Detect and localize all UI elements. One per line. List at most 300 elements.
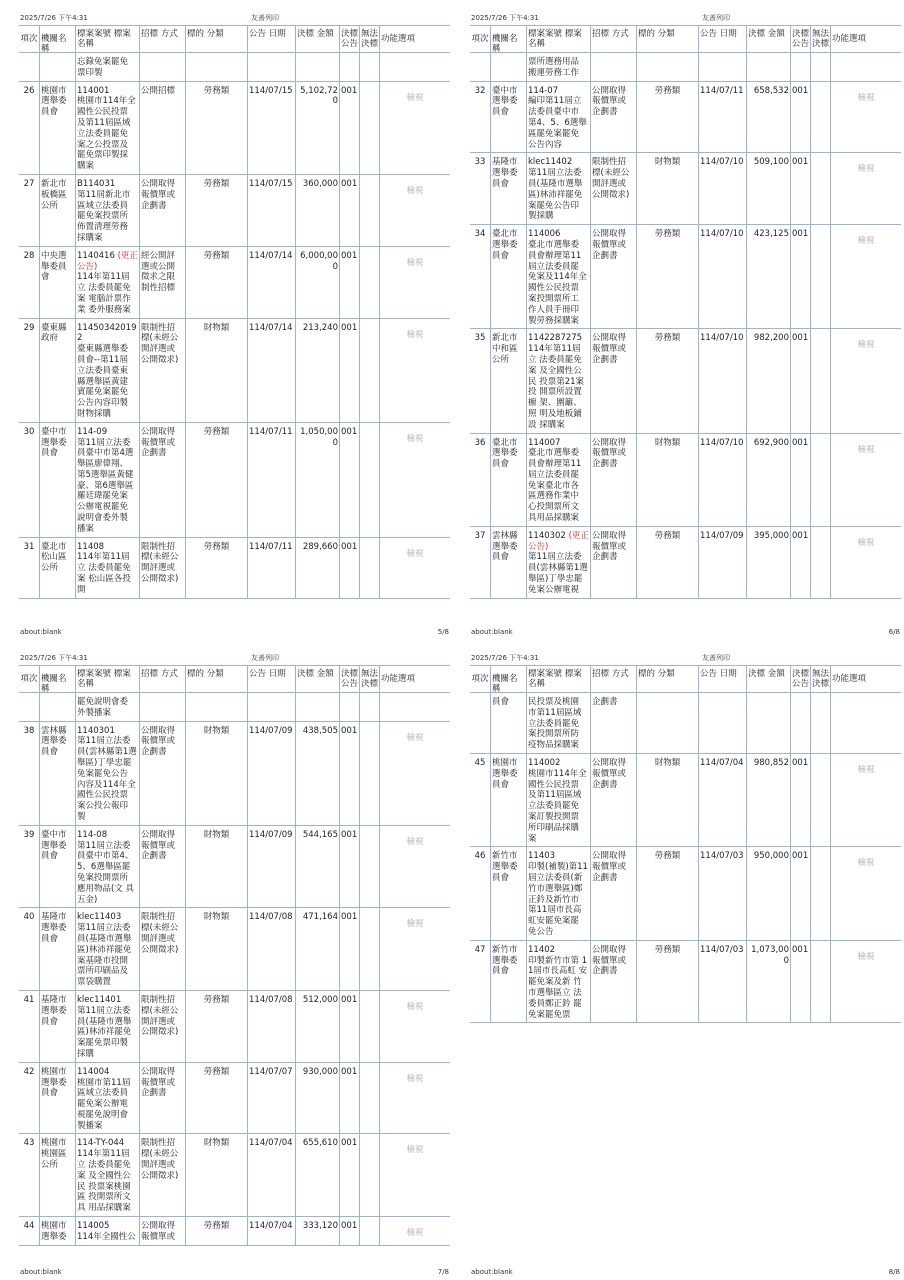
column-header-fail: 無法 決標 (359, 26, 379, 52)
row-number: 41 (23, 994, 35, 1005)
row-number: 30 (23, 426, 35, 437)
cell-date (698, 693, 746, 753)
no-award (810, 434, 830, 526)
column-header-case: 標案案號 標案名稱 (75, 26, 139, 52)
view-link[interactable]: 檢視 (406, 548, 424, 559)
cell-method: 企劃書 (590, 693, 636, 753)
case-cell (75, 991, 139, 1062)
cell-date (247, 693, 295, 721)
function-cell (379, 82, 450, 174)
award-announcement: 001 (339, 175, 359, 246)
cell-org: 員會 (490, 693, 526, 753)
agency-name: 新竹市 選舉委 員會 (490, 941, 526, 1023)
agency-name: 臺北市 選舉委 員會 (490, 434, 526, 526)
page-header (469, 653, 902, 665)
agency-name: 桃園市 選舉委 員會 (39, 82, 75, 174)
agency-name: 新北市 板橋區 公所 (39, 175, 75, 246)
function-cell (830, 82, 901, 153)
table-row (470, 82, 901, 154)
award-amount: 6,000,000 (295, 247, 339, 318)
award-amount: 471,164 (295, 908, 339, 990)
function-cell (830, 329, 901, 432)
page-footer (18, 628, 451, 638)
award-amount: 930,000 (295, 1063, 339, 1134)
case-cell (75, 82, 139, 174)
tender-method: 公開取得 報價單或 企劃書 (590, 225, 636, 328)
view-link[interactable]: 檢視 (857, 764, 875, 775)
case-name: 桃園市114年全 國性公民投票 及第11屆區域 立法委員罷免 案之公投票及 罷免票印製採 購案 (77, 96, 136, 172)
page-url: about:blank (20, 1268, 62, 1276)
cell-date (698, 53, 746, 81)
case-name: 114年全國性公 (77, 1231, 136, 1242)
award-amount: 544,165 (295, 826, 339, 908)
function-cell (379, 1063, 450, 1134)
cell-announce (339, 693, 359, 721)
function-cell (379, 319, 450, 422)
view-link[interactable]: 檢視 (406, 92, 424, 103)
subject-category: 財物類 (185, 826, 247, 908)
tender-method: 公開取得 報價單或 企劃書 (590, 82, 636, 153)
no-award (810, 153, 830, 224)
function-cell (379, 423, 450, 537)
table-row (19, 1063, 450, 1135)
subject-category: 勞務類 (185, 423, 247, 537)
tender-method: 公開取得 報價單或 企劃書 (590, 329, 636, 432)
case-id: klec11402 (528, 157, 573, 168)
subject-category: 財物類 (185, 722, 247, 825)
tender-method: 公開取得 報價單或 企劃書 (139, 175, 185, 246)
case-name: 桃園市第11屆 區域立法委員 罷免案公辦電 視罷免說明會 製播案 (77, 1077, 131, 1131)
column-header-type: 標的 分類 (185, 666, 247, 692)
subject-category: 財物類 (185, 1134, 247, 1216)
award-announcement: 001 (339, 991, 359, 1062)
cell-case: 票所選務用品 搬運勞務工作 (526, 53, 590, 81)
case-id: 114-TY-044 (77, 1138, 125, 1149)
case-id: 114-09 (77, 426, 108, 437)
column-header-announce: 決標 公告 (339, 26, 359, 52)
award-announcement: 001 (339, 1134, 359, 1216)
print-timestamp: 2025/7/26 下午4:31 (471, 654, 539, 662)
column-header-org: 機關名稱 (490, 666, 526, 692)
no-award (359, 538, 379, 598)
announcement-date: 114/07/09 (698, 527, 746, 598)
table-row (19, 1134, 450, 1217)
view-link[interactable]: 檢視 (406, 257, 424, 268)
award-announcement: 001 (339, 423, 359, 537)
cell-func (830, 53, 901, 81)
tender-method: 公開取得 報價單或 (139, 1217, 185, 1245)
case-id: 1140302 (528, 530, 566, 541)
agency-name: 中央選 舉委員 會 (39, 247, 75, 318)
column-header-fail: 無法 決標 (810, 666, 830, 692)
view-link[interactable]: 檢視 (857, 164, 875, 175)
case-id: 114005 (77, 1221, 110, 1232)
case-cell (526, 434, 590, 526)
agency-name: 新竹市 選舉委 員會 (490, 847, 526, 939)
page-footer (469, 1268, 902, 1278)
case-name: 114年第11屆立 法委員罷免案 及全國性公民 投票案桃園區 投開票所文具 用品採購案 (77, 1149, 131, 1214)
column-header-function: 功能選項 (379, 26, 450, 52)
subject-category: 勞務類 (185, 991, 247, 1062)
column-header-no: 項次 (471, 674, 489, 684)
no-award (359, 175, 379, 246)
cell-amount (746, 53, 790, 81)
row-number: 47 (474, 944, 486, 955)
announcement-date: 114/07/11 (247, 423, 295, 537)
announcement-date: 114/07/15 (247, 175, 295, 246)
column-header-method: 招標 方式 (139, 666, 185, 692)
row-number: 34 (474, 229, 486, 240)
function-cell (379, 1134, 450, 1216)
table-row (470, 527, 901, 599)
agency-name: 臺北市 選舉委 員會 (490, 225, 526, 328)
tender-method: 公開取得 報價單或 企劃書 (139, 423, 185, 537)
agency-name: 基隆市 選舉委 員會 (39, 908, 75, 990)
announcement-date: 114/07/15 (247, 82, 295, 174)
row-number: 38 (23, 725, 35, 736)
column-header-date: 公告 日期 (247, 666, 295, 692)
table-row (19, 991, 450, 1063)
column-header-org: 機關名稱 (490, 26, 526, 52)
cell-date (247, 53, 295, 81)
case-cell (75, 908, 139, 990)
results-table (19, 665, 450, 1262)
column-header-date: 公告 日期 (698, 26, 746, 52)
agency-name: 桃園市 選舉委 員會 (490, 754, 526, 846)
case-cell (526, 754, 590, 846)
view-link[interactable]: 檢視 (857, 92, 875, 103)
award-amount: 423,125 (746, 225, 790, 328)
page-footer (469, 628, 902, 638)
no-award (810, 941, 830, 1023)
no-award (359, 1063, 379, 1134)
table-row (19, 722, 450, 826)
award-amount: 213,240 (295, 319, 339, 422)
agency-name: 基隆市 選舉委 員會 (490, 153, 526, 224)
agency-name: 基隆市 選舉委 員會 (39, 991, 75, 1062)
subject-category: 勞務類 (636, 847, 698, 939)
award-amount: 395,000 (746, 527, 790, 598)
view-link[interactable]: 檢視 (406, 732, 424, 743)
no-award (359, 423, 379, 537)
case-name: 印製新竹市第 11屆市長高虹 安罷免案及新 竹市選舉區立 法委員鄭正鈐 罷免案罷免票 (528, 955, 588, 1020)
no-award (359, 247, 379, 318)
award-announcement: 001 (339, 319, 359, 422)
case-name: 114年第11屆立 法委員罷免案 電腦計票作業 委外服務案 (77, 272, 131, 315)
view-link[interactable]: 檢視 (857, 444, 875, 455)
cell-case: 罷免說明會委 外製播案 (75, 693, 139, 721)
case-cell (75, 722, 139, 825)
view-link[interactable]: 檢視 (406, 1001, 424, 1012)
results-table (19, 25, 450, 622)
column-header-method: 招標 方式 (590, 26, 636, 52)
view-link[interactable]: 檢視 (857, 537, 875, 548)
cell-announce (790, 693, 810, 753)
subject-category: 勞務類 (185, 175, 247, 246)
row-number: 31 (23, 541, 35, 552)
subject-category: 勞務類 (185, 82, 247, 174)
subject-category: 財物類 (636, 153, 698, 224)
function-cell (379, 538, 450, 598)
subject-category: 勞務類 (185, 1217, 247, 1245)
cell-amount (295, 693, 339, 721)
table-row (470, 153, 901, 225)
cell-fail (810, 693, 830, 753)
no-award (359, 82, 379, 174)
print-timestamp: 2025/7/26 下午4:31 (471, 14, 539, 22)
award-amount: 333,120 (295, 1217, 339, 1245)
award-amount: 1,050,000 (295, 423, 339, 537)
cell-no (470, 53, 490, 81)
view-link[interactable]: 檢視 (406, 836, 424, 847)
agency-name: 桃園市 桃園區 公所 (39, 1134, 75, 1216)
column-header-amount: 決標 金額 (746, 26, 790, 52)
no-award (810, 847, 830, 939)
row-number: 45 (474, 757, 486, 768)
correction-flag: (更正 公告) (528, 530, 589, 552)
row-number: 43 (23, 1138, 35, 1149)
case-cell (75, 1134, 139, 1216)
print-title: 友善列印 (251, 654, 279, 662)
column-header-case: 標案案號 標案名稱 (526, 26, 590, 52)
view-link[interactable]: 檢視 (406, 1228, 424, 1239)
case-cell (75, 423, 139, 537)
column-header-announce: 決標 公告 (339, 666, 359, 692)
function-cell (379, 991, 450, 1062)
column-header-type: 標的 分類 (636, 666, 698, 692)
view-link[interactable]: 檢視 (857, 340, 875, 351)
case-name: 臺北市選舉委 員會辦理第11 屆立法委員罷 免案臺北市各 區選務作業中 心投開票所文 具用品採購案 (528, 448, 582, 524)
agency-name: 雲林縣 選舉委 員會 (39, 722, 75, 825)
subject-category: 勞務類 (185, 538, 247, 598)
view-link[interactable]: 檢視 (857, 858, 875, 869)
award-announcement: 001 (790, 329, 810, 432)
view-link[interactable]: 檢視 (406, 329, 424, 340)
case-cell (526, 82, 590, 153)
column-header-case: 標案案號 標案名稱 (75, 666, 139, 692)
tender-method: 公開取得 報價單或 企劃書 (590, 434, 636, 526)
cell-method (590, 53, 636, 81)
table-row (19, 538, 450, 599)
tender-method: 公開取得 報價單或 企劃書 (139, 722, 185, 825)
case-id: 114006 (528, 229, 561, 240)
no-award (810, 82, 830, 153)
award-amount: 982,200 (746, 329, 790, 432)
cell-type (185, 693, 247, 721)
award-announcement: 001 (339, 722, 359, 825)
table-row (470, 434, 901, 527)
tender-method: 公開取得 報價單或 企劃書 (590, 527, 636, 598)
case-name: 第11屆立法委 員(基隆市選舉 區)林沛祥罷免 案罷免公告印 製採購 (528, 168, 583, 222)
announcement-date: 114/07/11 (698, 82, 746, 153)
function-cell (830, 225, 901, 328)
announcement-date: 114/07/03 (698, 847, 746, 939)
row-number: 29 (23, 322, 35, 333)
cell-org (39, 693, 75, 721)
function-cell (830, 527, 901, 598)
function-cell (830, 153, 901, 224)
tender-method: 公開取得 報價單或 企劃書 (590, 847, 636, 939)
column-header-fail: 無法 決標 (810, 26, 830, 52)
award-announcement: 001 (339, 908, 359, 990)
print-title: 友善列印 (702, 14, 730, 22)
announcement-date: 114/07/10 (698, 225, 746, 328)
agency-name: 桃園市 選舉委 (39, 1217, 75, 1245)
award-announcement: 001 (339, 1063, 359, 1134)
table-header (470, 665, 901, 693)
table-row (470, 225, 901, 329)
cell-no (19, 693, 39, 721)
print-page-7 (18, 650, 451, 1280)
case-name: 桃園市114年全 國性公民投票 及第11屆區域 立法委員罷免 案訂製投開票 所印刷品採購 案 (528, 768, 587, 844)
subject-category: 財物類 (636, 754, 698, 846)
table-header (19, 25, 450, 53)
page-header (469, 13, 902, 25)
award-amount: 692,900 (746, 434, 790, 526)
case-id: 114-08 (77, 829, 108, 840)
row-number: 46 (474, 851, 486, 862)
case-id: 11402 (528, 944, 556, 955)
subject-category: 勞務類 (636, 527, 698, 598)
award-amount: 655,610 (295, 1134, 339, 1216)
no-award (359, 908, 379, 990)
page-number: 5/8 (437, 628, 449, 636)
cell-method (139, 53, 185, 81)
award-amount: 658,532 (746, 82, 790, 153)
announcement-date: 114/07/11 (247, 538, 295, 598)
case-name: 第11屆立法委 員臺中市第4、 5、6選舉區罷 免案投開票所 應用物品(文 具五金) (77, 840, 135, 905)
case-id: 114503420192 (77, 322, 137, 344)
view-link[interactable]: 檢視 (406, 433, 424, 444)
row-number: 33 (474, 157, 486, 168)
case-id: 114007 (528, 437, 561, 448)
agency-name: 臺東縣 政府 (39, 319, 75, 422)
table-row-continuation (19, 53, 450, 82)
column-header-announce: 決標 公告 (790, 666, 810, 692)
case-name: 第11屆立法委 員臺中市第4選 舉區廖偉翔、 第5選舉區黃健 豪、第6選舉區 羅廷瑋罷免案 公辦電視罷免 說明會委外製 播案 (77, 437, 134, 534)
cell-type (636, 693, 698, 753)
case-name: 第11屆立法委 員(基隆市選舉 區)林沛祥罷免 案基隆市投開 票所印刷品及 票袋購置 (77, 923, 132, 988)
table-row (19, 82, 450, 175)
column-header-no: 項次 (20, 674, 38, 684)
view-link[interactable]: 檢視 (857, 951, 875, 962)
announcement-date: 114/07/04 (698, 754, 746, 846)
award-amount: 509,100 (746, 153, 790, 224)
case-name: 第11屆立法委 員(雲林縣第1選 舉區)丁學忠罷 免案公辦電視 (528, 552, 588, 595)
announcement-date: 114/07/07 (247, 1063, 295, 1134)
row-number: 26 (23, 85, 35, 96)
cell-case: 民投票及桃園 市第11屆區域 立法委員罷免 案投開票所防 疫物品採購案 (526, 693, 590, 753)
cell-no (470, 693, 490, 753)
case-cell (75, 1217, 139, 1245)
page-url: about:blank (471, 1268, 513, 1276)
award-announcement: 001 (790, 434, 810, 526)
no-award (810, 329, 830, 432)
row-number: 32 (474, 85, 486, 96)
case-cell (526, 225, 590, 328)
case-cell (526, 527, 590, 598)
row-number: 35 (474, 333, 486, 344)
agency-name: 臺北市 松山區 公所 (39, 538, 75, 598)
award-announcement: 001 (790, 754, 810, 846)
case-cell (526, 153, 590, 224)
subject-category: 財物類 (185, 908, 247, 990)
award-amount: 950,000 (746, 847, 790, 939)
function-cell (830, 941, 901, 1023)
view-link[interactable]: 檢視 (406, 919, 424, 930)
case-name: 第11屆立法委 員(基隆市選舉 區)林沛祥罷免 案罷免票印製 採購 (77, 1005, 132, 1059)
announcement-date: 114/07/04 (247, 1134, 295, 1216)
cell-type (185, 53, 247, 81)
case-cell (75, 319, 139, 422)
agency-name: 新北市 中和區 公所 (490, 329, 526, 432)
page-url: about:blank (20, 628, 62, 636)
cell-no (19, 53, 39, 81)
view-link[interactable]: 檢視 (406, 1145, 424, 1156)
announcement-date: 114/07/04 (247, 1217, 295, 1245)
cell-org (39, 53, 75, 81)
tender-method: 公開取得 報價單或 企劃書 (590, 941, 636, 1023)
case-id: 114004 (77, 1066, 110, 1077)
announcement-date: 114/07/08 (247, 991, 295, 1062)
table-row (19, 423, 450, 538)
announcement-date: 114/07/10 (698, 434, 746, 526)
agency-name: 臺中市 選舉委 員會 (39, 423, 75, 537)
view-link[interactable]: 檢視 (857, 236, 875, 247)
case-id: 1140301 (77, 725, 115, 736)
cell-func (379, 693, 450, 721)
function-cell (379, 826, 450, 908)
correction-flag: (更正 公告) (77, 250, 138, 272)
column-header-type: 標的 分類 (185, 26, 247, 52)
print-page-5 (18, 10, 451, 640)
table-row (470, 754, 901, 847)
view-link[interactable]: 檢視 (406, 185, 424, 196)
announcement-date: 114/07/10 (698, 329, 746, 432)
tender-method: 經公開評 選或公開 徵求之限 制性招標 (139, 247, 185, 318)
function-cell (379, 908, 450, 990)
award-announcement: 001 (790, 82, 810, 153)
tender-method: 限制性招 標(未經公 開評選或 公開徵求) (139, 908, 185, 990)
cell-org (490, 53, 526, 81)
case-id: 114001 (77, 85, 110, 96)
case-id: 1140416 (77, 250, 115, 261)
function-cell (830, 847, 901, 939)
column-header-fail: 無法 決標 (359, 666, 379, 692)
page-header (18, 13, 451, 25)
award-amount: 438,505 (295, 722, 339, 825)
page-footer (18, 1268, 451, 1278)
column-header-method: 招標 方式 (139, 26, 185, 52)
column-header-no: 項次 (471, 34, 489, 44)
cell-announce (790, 53, 810, 81)
award-announcement: 001 (339, 82, 359, 174)
case-name: 臺北市選舉委 員會辦理第11 屆立法委員罷 免案及114年全 國性公民投票 案投開票所工 作人員手冊印 製勞務採購案 (528, 239, 587, 326)
cell-announce (339, 53, 359, 81)
column-header-function: 功能選項 (830, 666, 901, 692)
no-award (359, 991, 379, 1062)
no-award (359, 722, 379, 825)
case-cell (526, 847, 590, 939)
no-award (359, 1217, 379, 1245)
cell-fail (810, 53, 830, 81)
announcement-date: 114/07/09 (247, 826, 295, 908)
table-header (19, 665, 450, 693)
award-announcement: 001 (339, 247, 359, 318)
function-cell (379, 722, 450, 825)
view-link[interactable]: 檢視 (406, 1073, 424, 1084)
column-header-case: 標案案號 標案名稱 (526, 666, 590, 692)
